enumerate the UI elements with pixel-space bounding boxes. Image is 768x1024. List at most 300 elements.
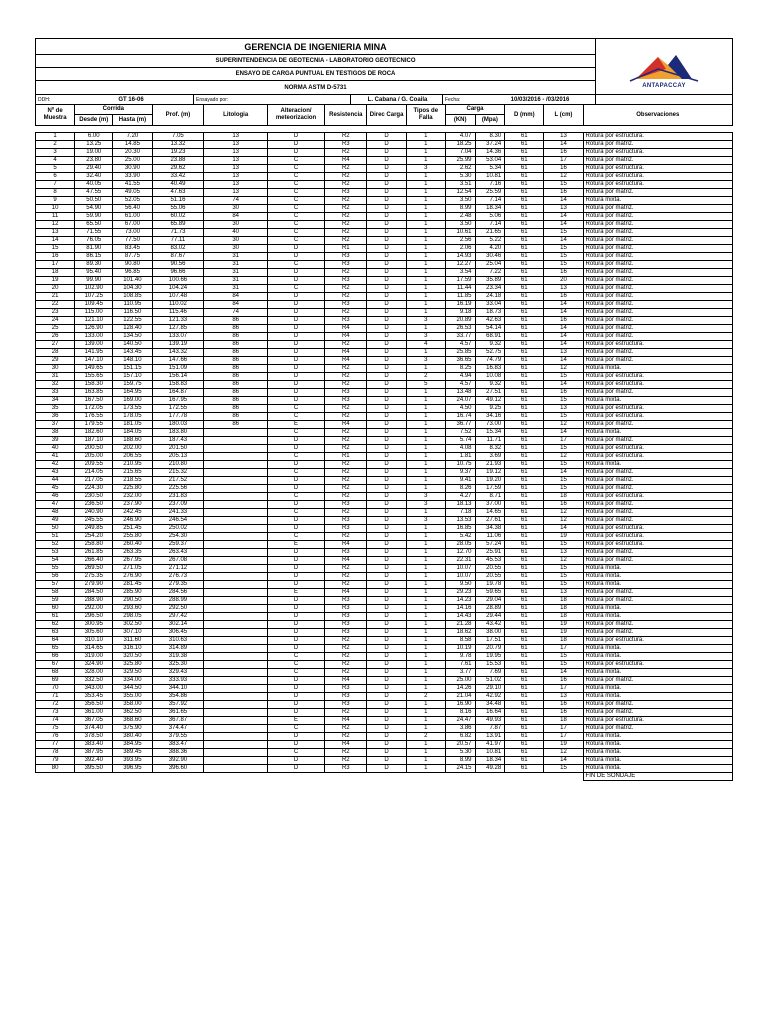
cell-kn: 24.15 — [445, 765, 475, 773]
cell-d: 61 — [505, 437, 544, 445]
cell-prof: 77.11 — [152, 237, 204, 245]
cell-lito: 31 — [204, 277, 268, 285]
cell-mpa: 13.91 — [475, 733, 505, 741]
cell-l: 19 — [544, 533, 583, 541]
cell-lito: 13 — [204, 165, 268, 173]
cell-alter: C — [267, 469, 324, 477]
cell-mpa: 4.20 — [475, 245, 505, 253]
cell-num: 51 — [36, 533, 75, 541]
cell-resist: R3 — [325, 525, 367, 533]
cell-num: 39 — [36, 437, 75, 445]
cell-obs: Rotura por matriz. — [583, 725, 732, 733]
cell-resist: R2 — [325, 269, 367, 277]
cell-tipo: 1 — [406, 397, 445, 405]
cell-l: 17 — [544, 725, 583, 733]
cell-desde: 89.30 — [75, 261, 113, 269]
cell-kn: 20.89 — [445, 317, 475, 325]
cell-lito: 13 — [204, 157, 268, 165]
cell-kn: 11.85 — [445, 293, 475, 301]
cell-alter: D — [267, 341, 324, 349]
table-row — [36, 165, 733, 173]
cell-d: 61 — [505, 165, 544, 173]
cell-lito: 86 — [204, 405, 268, 413]
cell-d: 61 — [505, 173, 544, 181]
cell-resist: R2 — [325, 341, 367, 349]
cell-tipo: 1 — [406, 309, 445, 317]
cell-alter: C — [267, 533, 324, 541]
cell-obs: Rotura por matriz. — [583, 205, 732, 213]
cell-prof: 217.52 — [152, 477, 204, 485]
cell-lito: 31 — [204, 261, 268, 269]
cell-mpa: 9.32 — [475, 381, 505, 389]
table-row — [36, 389, 733, 397]
table-row — [36, 373, 733, 381]
cell-hasta: 380.40 — [113, 733, 152, 741]
cell-mpa: 25.91 — [475, 549, 505, 557]
cell-direc: D — [367, 429, 406, 437]
cell-kn: 8.99 — [445, 757, 475, 765]
cell-desde: 236.50 — [75, 501, 113, 509]
cell-lito: 31 — [204, 285, 268, 293]
cell-num: 56 — [36, 573, 75, 581]
table-row — [36, 685, 733, 693]
cell-mpa: 21.93 — [475, 461, 505, 469]
cell-l: 13 — [544, 349, 583, 357]
table-row — [36, 757, 733, 765]
cell-hasta: 108.85 — [113, 293, 152, 301]
cell-tipo: 3 — [406, 317, 445, 325]
cell-alter: D — [267, 677, 324, 685]
cell-direc: D — [367, 293, 406, 301]
cell-alter: D — [267, 381, 324, 389]
cell-d: 61 — [505, 701, 544, 709]
cell-lito: 86 — [204, 349, 268, 357]
cell-resist: R2 — [325, 205, 367, 213]
cell-prof: 205.13 — [152, 453, 204, 461]
table-row — [36, 445, 733, 453]
cell-tipo: 1 — [406, 597, 445, 605]
cell-hasta: 316.10 — [113, 645, 152, 653]
cell-l: 15 — [544, 261, 583, 269]
cell-num: 33 — [36, 389, 75, 397]
cell-resist: R2 — [325, 133, 367, 141]
cell-direc: D — [367, 333, 406, 341]
cell-obs: Rotura por matriz. — [583, 301, 732, 309]
table-row — [36, 237, 733, 245]
cell-lito: 86 — [204, 357, 268, 365]
cell-obs: Rotura por estructura. — [583, 373, 732, 381]
cell-obs: Rotura por matriz. — [583, 621, 732, 629]
cell-obs: Rotura mixta. — [583, 429, 732, 437]
cell-obs: Rotura por matriz. — [583, 677, 732, 685]
table-row — [36, 629, 733, 637]
cell-kn: 16.74 — [445, 413, 475, 421]
table-row — [36, 277, 733, 285]
cell-kn: 17.59 — [445, 277, 475, 285]
cell-kn: 8.58 — [445, 637, 475, 645]
col-tipo: Tipos de Falla — [406, 105, 445, 126]
cell-resist: R2 — [325, 181, 367, 189]
cell-direc: D — [367, 525, 406, 533]
cell-kn: 9.50 — [445, 581, 475, 589]
cell-resist: R4 — [325, 325, 367, 333]
cell-resist: R3 — [325, 317, 367, 325]
cell-obs: Rotura por matriz. — [583, 245, 732, 253]
cell-hasta: 20.30 — [113, 149, 152, 157]
cell-d: 61 — [505, 653, 544, 661]
cell-d: 61 — [505, 389, 544, 397]
tested-by-label: Ensayado por: — [196, 97, 229, 103]
cell-resist: R2 — [325, 413, 367, 421]
tested-by-value: L. Cabana / G. Coaila — [367, 97, 428, 103]
cell-obs: Rotura mixta. — [583, 565, 732, 573]
cell-prof: 237.09 — [152, 501, 204, 509]
cell-mpa: 38.00 — [475, 629, 505, 637]
cell-prof: 288.99 — [152, 597, 204, 605]
cell-resist: R2 — [325, 581, 367, 589]
cell-resist: R4 — [325, 541, 367, 549]
cell-num: 45 — [36, 485, 75, 493]
cell-resist: R4 — [325, 421, 367, 429]
cell-tipo: 1 — [406, 429, 445, 437]
cell-obs: Rotura mixta. — [583, 733, 732, 741]
cell-alter: C — [267, 165, 324, 173]
cell-num: 4 — [36, 157, 75, 165]
cell-num: 65 — [36, 645, 75, 653]
cell-alter: E — [267, 541, 324, 549]
cell-alter: D — [267, 389, 324, 397]
cell-obs: Rotura por matriz. — [583, 285, 732, 293]
cell-desde: 305.60 — [75, 629, 113, 637]
cell-desde: 261.85 — [75, 549, 113, 557]
cell-prof: 310.63 — [152, 637, 204, 645]
cell-direc: D — [367, 725, 406, 733]
cell-l: 13 — [544, 693, 583, 701]
cell-kn: 11.44 — [445, 285, 475, 293]
cell-mpa: 49.93 — [475, 717, 505, 725]
cell-kn: 4.94 — [445, 373, 475, 381]
cell-direc: D — [367, 693, 406, 701]
cell-l: 18 — [544, 493, 583, 501]
cell-kn: 10.07 — [445, 565, 475, 573]
cell-prof: 164.87 — [152, 389, 204, 397]
cell-lito — [204, 653, 268, 661]
cell-desde: 158.30 — [75, 381, 113, 389]
cell-direc: D — [367, 685, 406, 693]
cell-d: 61 — [505, 757, 544, 765]
cell-num: 25 — [36, 325, 75, 333]
cell-direc: D — [367, 733, 406, 741]
cell-resist: R4 — [325, 677, 367, 685]
cell-obs: Rotura mixta. — [583, 741, 732, 749]
cell-lito — [204, 605, 268, 613]
cell-alter: D — [267, 317, 324, 325]
cell-d: 61 — [505, 493, 544, 501]
cell-obs: Rotura por estructura. — [583, 453, 732, 461]
cell-l: 16 — [544, 189, 583, 197]
cell-prof: 297.42 — [152, 613, 204, 621]
cell-kn: 14.16 — [445, 605, 475, 613]
cell-l: 20 — [544, 277, 583, 285]
column-header-table — [35, 104, 733, 126]
col-hasta: Hasta (m) — [113, 115, 152, 126]
table-row — [36, 485, 733, 493]
cell-l: 18 — [544, 613, 583, 621]
cell-prof: 60.02 — [152, 213, 204, 221]
cell-obs: Rotura por matriz. — [583, 421, 732, 429]
cell-mpa: 8.71 — [475, 493, 505, 501]
cell-d: 61 — [505, 373, 544, 381]
cell-direc: D — [367, 653, 406, 661]
table-row — [36, 565, 733, 573]
cell-num: 13 — [36, 229, 75, 237]
cell-num: 21 — [36, 293, 75, 301]
table-row — [36, 509, 733, 517]
cell-tipo: 1 — [406, 741, 445, 749]
cell-d: 61 — [505, 541, 544, 549]
cell-hasta: 298.05 — [113, 613, 152, 621]
cell-direc: D — [367, 613, 406, 621]
cell-desde: 107.25 — [75, 293, 113, 301]
cell-l: 15 — [544, 581, 583, 589]
cell-tipo: 3 — [406, 357, 445, 365]
cell-alter: C — [267, 285, 324, 293]
cell-alter: D — [267, 645, 324, 653]
cell-resist: R2 — [325, 429, 367, 437]
cell-mpa: 3.69 — [475, 453, 505, 461]
cell-direc: D — [367, 493, 406, 501]
cell-tipo: 3 — [406, 517, 445, 525]
cell-desde: 314.65 — [75, 645, 113, 653]
col-corrida: Corrida — [75, 105, 152, 115]
cell-prof: 40.49 — [152, 181, 204, 189]
table-row — [36, 765, 733, 773]
cell-lito: 86 — [204, 365, 268, 373]
cell-lito — [204, 493, 268, 501]
cell-lito — [204, 733, 268, 741]
cell-mpa: 42.63 — [475, 317, 505, 325]
cell-kn: 4.27 — [445, 493, 475, 501]
cell-hasta: 25.00 — [113, 157, 152, 165]
cell-direc: D — [367, 637, 406, 645]
cell-obs: Rotura mixta. — [583, 605, 732, 613]
cell-hasta: 140.50 — [113, 341, 152, 349]
cell-desde: 310.10 — [75, 637, 113, 645]
cell-alter: C — [267, 237, 324, 245]
cell-obs: Rotura por matriz. — [583, 501, 732, 509]
cell-mpa: 21.65 — [475, 229, 505, 237]
cell-mpa: 11.06 — [475, 533, 505, 541]
cell-l: 16 — [544, 269, 583, 277]
col-alter: Alteracion/ meteorizacion — [267, 105, 324, 126]
cell-resist: R2 — [325, 485, 367, 493]
cell-direc: D — [367, 589, 406, 597]
cell-desde: 296.50 — [75, 613, 113, 621]
table-row — [36, 341, 733, 349]
table-row — [36, 381, 733, 389]
cell-lito — [204, 533, 268, 541]
cell-d: 61 — [505, 661, 544, 669]
cell-hasta: 96.85 — [113, 269, 152, 277]
ddh-value: GT 16-06 — [118, 97, 144, 103]
cell-lito — [204, 453, 268, 461]
cell-prof: 314.89 — [152, 645, 204, 653]
cell-hasta: 320.50 — [113, 653, 152, 661]
cell-direc: D — [367, 581, 406, 589]
cell-obs: Rotura por matriz. — [583, 709, 732, 717]
cell-alter: D — [267, 485, 324, 493]
cell-alter: D — [267, 557, 324, 565]
cell-obs: Rotura por matriz. — [583, 469, 732, 477]
cell-d: 61 — [505, 669, 544, 677]
cell-l: 14 — [544, 469, 583, 477]
cell-obs: Rotura por matriz. — [583, 389, 732, 397]
cell-resist: R4 — [325, 717, 367, 725]
cell-mpa: 27.61 — [475, 517, 505, 525]
cell-direc: D — [367, 461, 406, 469]
cell-hasta: 87.75 — [113, 253, 152, 261]
cell-resist: R2 — [325, 749, 367, 757]
cell-tipo: 1 — [406, 229, 445, 237]
cell-num: 52 — [36, 541, 75, 549]
cell-alter: C — [267, 189, 324, 197]
cell-kn: 7.18 — [445, 509, 475, 517]
cell-d: 61 — [505, 205, 544, 213]
cell-hasta: 302.50 — [113, 621, 152, 629]
cell-hasta: 206.55 — [113, 453, 152, 461]
cell-kn: 13.48 — [445, 389, 475, 397]
cell-resist: R4 — [325, 349, 367, 357]
cell-kn: 2.48 — [445, 213, 475, 221]
cell-desde: 392.40 — [75, 757, 113, 765]
cell-mpa: 17.59 — [475, 485, 505, 493]
cell-lito — [204, 765, 268, 773]
cell-desde: 209.55 — [75, 461, 113, 469]
cell-prof: 133.07 — [152, 333, 204, 341]
cell-hasta: 188.60 — [113, 437, 152, 445]
cell-prof: 13.32 — [152, 141, 204, 149]
cell-alter: D — [267, 573, 324, 581]
cell-hasta: 77.50 — [113, 237, 152, 245]
cell-alter: D — [267, 461, 324, 469]
cell-lito: 86 — [204, 381, 268, 389]
cell-tipo: 1 — [406, 509, 445, 517]
cell-desde: 300.95 — [75, 621, 113, 629]
cell-l: 12 — [544, 453, 583, 461]
cell-hasta: 242.45 — [113, 509, 152, 517]
cell-hasta: 164.95 — [113, 389, 152, 397]
cell-prof: 96.66 — [152, 269, 204, 277]
cell-l: 18 — [544, 637, 583, 645]
table-row — [36, 213, 733, 221]
table-row — [36, 229, 733, 237]
cell-d: 61 — [505, 677, 544, 685]
table-row — [36, 589, 733, 597]
cell-prof: 276.73 — [152, 573, 204, 581]
cell-tipo: 1 — [406, 189, 445, 197]
cell-l: 19 — [544, 621, 583, 629]
cell-tipo: 5 — [406, 381, 445, 389]
cell-resist: R4 — [325, 333, 367, 341]
cell-resist: R3 — [325, 141, 367, 149]
cell-direc: D — [367, 517, 406, 525]
cell-resist: R2 — [325, 709, 367, 717]
cell-kn: 8.25 — [445, 365, 475, 373]
cell-prof: 23.88 — [152, 157, 204, 165]
cell-hasta: 384.95 — [113, 741, 152, 749]
cell-alter: D — [267, 445, 324, 453]
cell-direc: D — [367, 245, 406, 253]
cell-alter: D — [267, 581, 324, 589]
cell-tipo: 1 — [406, 453, 445, 461]
cell-desde: 86.15 — [75, 253, 113, 261]
cell-alter: D — [267, 437, 324, 445]
cell-resist: R4 — [325, 357, 367, 365]
cell-desde: 245.55 — [75, 517, 113, 525]
cell-obs: Rotura por estructura. — [583, 525, 732, 533]
cell-d: 61 — [505, 765, 544, 773]
col-obs: Observaciones — [583, 105, 732, 126]
cell-lito — [204, 573, 268, 581]
cell-desde: 133.00 — [75, 333, 113, 341]
cell-lito: 13 — [204, 141, 268, 149]
cell-prof: 302.14 — [152, 621, 204, 629]
cell-alter: C — [267, 181, 324, 189]
cell-direc: D — [367, 309, 406, 317]
cell-num: 50 — [36, 525, 75, 533]
cell-direc: D — [367, 717, 406, 725]
cell-kn: 6.82 — [445, 733, 475, 741]
cell-alter: C — [267, 413, 324, 421]
cell-num: 60 — [36, 605, 75, 613]
cell-alter: D — [267, 309, 324, 317]
cell-tipo: 1 — [406, 749, 445, 757]
cell-kn: 3.50 — [445, 197, 475, 205]
cell-mpa: 20.55 — [475, 573, 505, 581]
cell-alter: C — [267, 205, 324, 213]
cell-hasta: 375.90 — [113, 725, 152, 733]
cell-resist: R1 — [325, 245, 367, 253]
cell-tipo: 3 — [406, 493, 445, 501]
cell-alter: C — [267, 653, 324, 661]
cell-d: 61 — [505, 237, 544, 245]
cell-tipo: 1 — [406, 365, 445, 373]
cell-direc: D — [367, 173, 406, 181]
cell-alter: D — [267, 701, 324, 709]
cell-d: 61 — [505, 597, 544, 605]
cell-direc: D — [367, 549, 406, 557]
cell-tipo: 1 — [406, 605, 445, 613]
cell-lito — [204, 725, 268, 733]
cell-desde: 378.50 — [75, 733, 113, 741]
cell-l: 15 — [544, 765, 583, 773]
cell-num: 47 — [36, 501, 75, 509]
cell-resist: R3 — [325, 277, 367, 285]
cell-tipo: 1 — [406, 557, 445, 565]
cell-d: 61 — [505, 413, 544, 421]
cell-hasta: 159.75 — [113, 381, 152, 389]
cell-alter: D — [267, 397, 324, 405]
cell-mpa: 34.48 — [475, 701, 505, 709]
cell-alter: C — [267, 221, 324, 229]
cell-direc: D — [367, 445, 406, 453]
cell-desde: 147.10 — [75, 357, 113, 365]
cell-tipo: 1 — [406, 325, 445, 333]
cell-resist: R2 — [325, 285, 367, 293]
cell-hasta: 210.95 — [113, 461, 152, 469]
cell-mpa: 7.87 — [475, 725, 505, 733]
cell-num: 68 — [36, 669, 75, 677]
